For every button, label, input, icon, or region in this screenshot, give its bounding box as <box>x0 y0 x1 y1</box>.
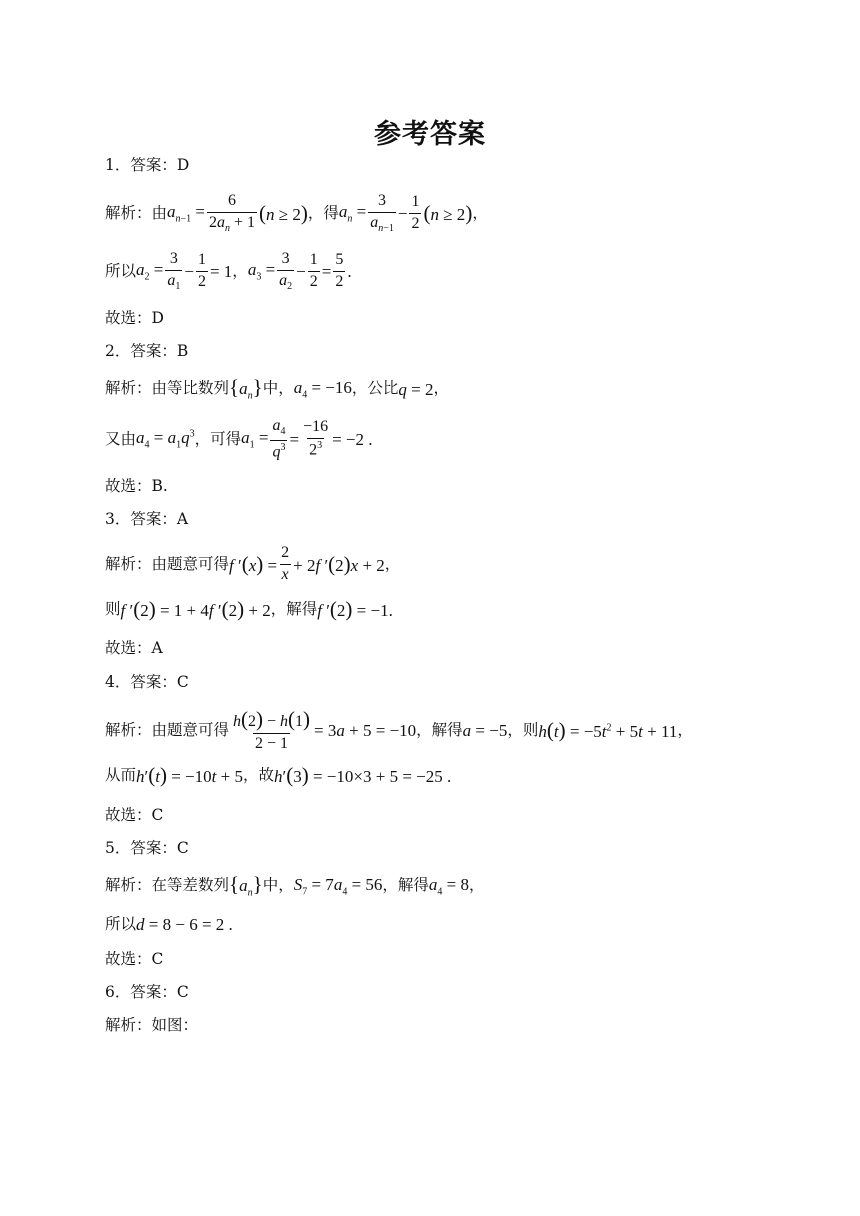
fraction: $\frac{a_4}{q^3}$ <box>272 417 286 461</box>
fraction: $\frac{2}{x}$ <box>281 544 290 583</box>
page-title: 参考答案 <box>374 119 486 150</box>
q2-answer: 2．答案：B <box>105 342 189 360</box>
fraction: $\frac{1}{2}$ <box>197 251 206 291</box>
q2-solution-line1: 解析：由等比数列 $\{a_n\}$ 中， $a_4 = -16$ ，公比 q = 2 ， <box>105 375 450 402</box>
fraction: $\frac{5}{2}$ <box>335 251 344 291</box>
q5-answer: 5．答案：C <box>105 839 189 857</box>
fraction: $\frac{3}{a_{n-1}}$ <box>370 192 394 234</box>
q4-solution-line1: 解析：由题意可得 $\frac{h(2) - h(1)}{2 - 1}$ = 3a + 5 = −10 ，解得 a = −5 ，则 $h(t) = -5t^2 + 5t + 11$ ， <box>105 707 693 752</box>
fraction: $\frac{6}{2a_n + 1}$ <box>209 192 256 234</box>
q1-answer: 1．答案：D <box>105 156 190 174</box>
q4-choice: 故选：C <box>105 806 164 824</box>
fraction: $\frac{1}{2}$ <box>411 193 420 233</box>
q5-solution-line2: 所以 d = 8 − 6 = 2 . <box>105 914 233 934</box>
q1-solution-line2: 所以 $a_2$ = $\frac{3}{a_1}$ − $\frac{1}{2}$ = 1 ， $a_3$ = $\frac{3}{a_2}$ − $\frac{1}{2}$ = $\frac{5}{2}$ . <box>105 250 352 292</box>
q5-choice: 故选：C <box>105 950 164 968</box>
q6-answer: 6．答案：C <box>105 983 189 1001</box>
q6-solution-line1: 解析：如图： <box>105 1016 199 1034</box>
q2-solution-line2: 又由 $a_4 = a_1q^3$ ，可得 $a_1$ = $\frac{a_4}{q^3}$ = $\frac{-16}{2^3}$ = −2 . <box>105 417 373 461</box>
q5-solution-line1: 解析：在等差数列 $\{a_n\}$ 中， $S_7 = 7a_4 = 56$ ，解得 $a_4 = 8$ ， <box>105 872 485 899</box>
q3-answer: 3．答案：A <box>105 510 189 528</box>
fraction: $\frac{-16}{2^3}$ <box>303 418 329 459</box>
fraction: $\frac{1}{2}$ <box>309 251 318 291</box>
fraction: $\frac{h(2) - h(1)}{2 - 1}$ <box>233 707 311 752</box>
q1-solution-line1: 解析：由 $a_{n-1}$ = $\frac{6}{2a_n + 1}$ (n ≥ 2) ，得 $a_n$ = $\frac{3}{a_{n-1}}$ − $\frac{1}{2}$ (n ≥ 2) ， <box>105 192 488 234</box>
q2-choice: 故选：B. <box>105 477 168 495</box>
q3-solution-line1: 解析：由题意可得 f ′(x) = $\frac{2}{x}$ + 2f ′(2)x + 2 ， <box>105 544 401 583</box>
fraction: $\frac{3}{a_2}$ <box>279 250 293 292</box>
q3-solution-line2: 则 f ′(2) = 1 + 4f ′(2) + 2 ，解得 f ′(2) = −1. <box>105 597 393 621</box>
q4-answer: 4．答案：C <box>105 673 189 691</box>
q3-choice: 故选：A <box>105 639 163 657</box>
q1-choice: 故选：D <box>105 309 164 327</box>
fraction: $\frac{3}{a_1}$ <box>167 250 181 292</box>
q4-solution-line2: 从而 h′(t) = −10t + 5 ，故 h′(3) = −10×3 + 5 = −25 . <box>105 763 452 787</box>
